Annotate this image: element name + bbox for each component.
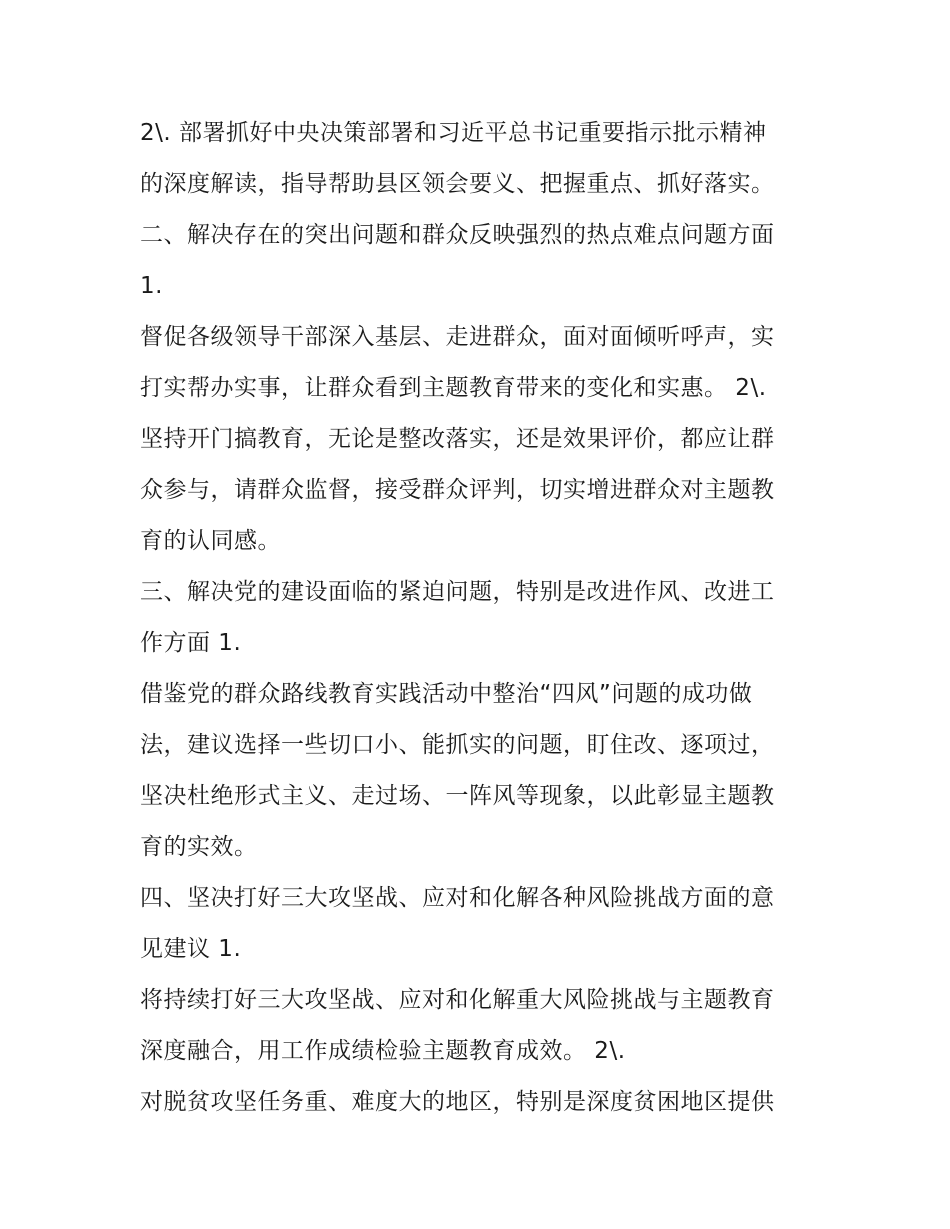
text-line: 坚持开门搞教育，无论是整改落实，还是效果评价，都应让群	[140, 426, 775, 452]
section-heading: 三、解决党的建设面临的紧迫问题，特别是改进作风、改进工	[140, 579, 775, 605]
text-line: 见建议 1.	[140, 936, 242, 962]
text-line: 1.	[140, 273, 163, 299]
text-line: 打实帮办实事，让群众看到主题教育带来的变化和实惠。 2\.	[140, 375, 767, 401]
text-line: 督促各级领导干部深入基层、走进群众，面对面倾听呼声，实	[140, 324, 775, 350]
text-line: 的深度解读，指导帮助县区领会要义、把握重点、抓好落实。	[140, 171, 775, 197]
section-heading: 四、坚决打好三大攻坚战、应对和化解各种风险挑战方面的意	[140, 885, 775, 911]
section-heading: 二、解决存在的突出问题和群众反映强烈的热点难点问题方面	[140, 222, 775, 248]
text-line: 坚决杜绝形式主义、走过场、一阵风等现象，以此彰显主题教	[140, 783, 775, 809]
text-line: 众参与，请群众监督，接受群众评判，切实增进群众对主题教	[140, 477, 775, 503]
text-line: 育的实效。	[140, 834, 258, 860]
text-line: 2\. 部署抓好中央决策部署和习近平总书记重要指示批示精神	[140, 120, 767, 146]
text-line: 借鉴党的群众路线教育实践活动中整治“四风”问题的成功做	[140, 681, 753, 707]
text-line: 作方面 1.	[140, 630, 242, 656]
text-line: 育的认同感。	[140, 528, 281, 554]
text-line: 对脱贫攻坚任务重、难度大的地区，特别是深度贫困地区提供	[140, 1089, 775, 1115]
text-line: 深度融合，用工作成绩检验主题教育成效。 2\.	[140, 1038, 626, 1064]
document-body	[140, 108, 820, 1128]
text-line: 法，建议选择一些切口小、能抓实的问题，盯住改、逐项过，	[140, 732, 775, 758]
text-line: 将持续打好三大攻坚战、应对和化解重大风险挑战与主题教育	[140, 987, 775, 1013]
